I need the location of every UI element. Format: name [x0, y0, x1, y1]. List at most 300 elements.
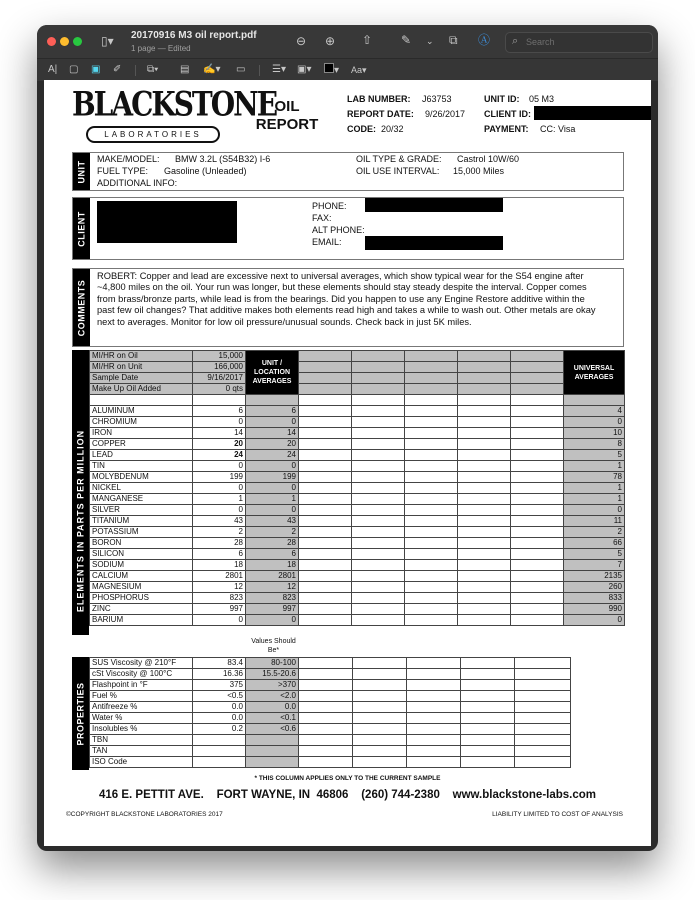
property-row	[90, 702, 571, 713]
history-cell	[405, 560, 458, 571]
make-model-label: MAKE/MODEL:	[97, 154, 160, 164]
element-value: 6	[193, 406, 246, 417]
element-universal-avg: 7	[564, 560, 625, 571]
element-unit-avg: 24	[246, 450, 299, 461]
property-row	[90, 724, 571, 735]
history-cell	[353, 746, 407, 757]
history-cell	[299, 582, 352, 593]
history-cell	[458, 560, 511, 571]
element-name: BARIUM	[90, 615, 193, 626]
document-title: 20170916 M3 oil report.pdf	[131, 30, 257, 41]
element-name: TIN	[90, 461, 193, 472]
element-row	[90, 450, 625, 461]
history-cell	[405, 351, 458, 362]
history-cell	[352, 593, 405, 604]
history-cell	[353, 691, 407, 702]
report-date-value: 9/26/2017	[425, 109, 466, 119]
history-cell	[405, 516, 458, 527]
property-row	[90, 691, 571, 702]
spacer-row	[90, 395, 625, 406]
history-cell	[511, 384, 564, 395]
history-cell	[511, 560, 564, 571]
history-cell	[405, 417, 458, 428]
rect-select-icon[interactable]: ▢	[69, 64, 79, 75]
history-cell	[511, 527, 564, 538]
property-value: 83.4	[193, 658, 246, 669]
sketch-icon[interactable]: ✐	[113, 64, 122, 75]
property-value: <0.5	[193, 691, 246, 702]
property-value: 0.0	[193, 713, 246, 724]
element-row	[90, 593, 625, 604]
history-cell	[299, 691, 353, 702]
history-cell	[352, 472, 405, 483]
border-color-icon[interactable]: ▣▾	[297, 64, 312, 75]
history-cell	[458, 571, 511, 582]
element-unit-avg: 2	[246, 527, 299, 538]
element-value: 28	[193, 538, 246, 549]
history-cell	[299, 494, 352, 505]
property-row	[90, 713, 571, 724]
element-value: 14	[193, 428, 246, 439]
history-cell	[299, 713, 353, 724]
sample-info-row	[90, 373, 625, 384]
history-cell	[407, 702, 461, 713]
properties-table	[89, 657, 571, 768]
history-cell	[299, 549, 352, 560]
history-cell	[352, 428, 405, 439]
property-row	[90, 735, 571, 746]
title-bar	[37, 25, 658, 58]
history-cell	[461, 713, 515, 724]
element-unit-avg: 6	[246, 549, 299, 560]
property-row	[90, 669, 571, 680]
property-name: ISO Code	[90, 757, 193, 768]
history-cell	[407, 735, 461, 746]
history-cell	[511, 373, 564, 384]
element-unit-avg: 0	[246, 461, 299, 472]
history-cell	[352, 505, 405, 516]
element-universal-avg: 0	[564, 615, 625, 626]
font-menu-label: Aa	[351, 65, 363, 75]
element-row	[90, 406, 625, 417]
unit-section	[72, 152, 624, 191]
history-cell	[405, 384, 458, 395]
liability-text: LIABILITY LIMITED TO COST OF ANALYSIS	[492, 811, 623, 818]
shapes-icon[interactable]: ⧉▾	[147, 64, 159, 75]
history-cell	[352, 604, 405, 615]
markup-toolbar	[37, 58, 658, 81]
history-cell	[458, 505, 511, 516]
element-name: SILVER	[90, 505, 193, 516]
report-title-line1: OIL	[274, 98, 300, 115]
history-cell	[511, 549, 564, 560]
history-cell	[299, 406, 352, 417]
history-cell	[458, 450, 511, 461]
property-row	[90, 680, 571, 691]
history-cell	[458, 406, 511, 417]
fax-label: FAX:	[312, 213, 332, 223]
search-field[interactable]	[505, 32, 653, 53]
element-universal-avg: 1	[564, 494, 625, 505]
sample-info-value: 15,000	[193, 351, 246, 362]
close-button[interactable]	[47, 37, 56, 46]
property-value	[193, 757, 246, 768]
comments-text: ROBERT: Copper and lead are excessive next to universal averages, which show typical wear for the S54 engine after ~4,800 miles on the oil. Your run was longer, but these elements should stay steady despite the interval. Copper comes from brass/bronze parts, while lead is from the bearings. Did you happen to use any Engine Restore additive within the past few oil changes? That additive makes both elements read high and takes a while to wash out. Other metals are okay next to averages. Monitor for low oil pressure/unusual sounds. Check back in just 5K miles.	[97, 271, 596, 327]
history-cell	[511, 461, 564, 472]
history-cell	[458, 373, 511, 384]
history-cell	[405, 439, 458, 450]
element-row	[90, 428, 625, 439]
history-cell	[405, 450, 458, 461]
property-should-be: 15.5-20.6	[246, 669, 299, 680]
history-cell	[352, 549, 405, 560]
comments-section-label: COMMENTS	[73, 269, 90, 346]
element-universal-avg: 1	[564, 483, 625, 494]
lab-number-value: J63753	[422, 94, 452, 104]
element-value: 12	[193, 582, 246, 593]
history-cell	[352, 582, 405, 593]
history-cell	[407, 713, 461, 724]
unit-avg-header: UNIT / LOCATION AVERAGES	[246, 351, 299, 395]
sidebar-toggle-icon[interactable]: ▯▾	[101, 34, 114, 48]
sample-info-row	[90, 351, 625, 362]
history-cell	[458, 461, 511, 472]
history-cell	[458, 549, 511, 560]
element-value: 43	[193, 516, 246, 527]
element-name: SILICON	[90, 549, 193, 560]
history-cell	[511, 582, 564, 593]
history-cell	[515, 724, 571, 735]
history-cell	[299, 439, 352, 450]
history-cell	[461, 746, 515, 757]
element-row	[90, 582, 625, 593]
font-menu-button[interactable]: Aa▾	[351, 65, 367, 75]
unit-id-value: 05 M3	[529, 94, 555, 104]
history-cell	[299, 472, 352, 483]
element-unit-avg: 18	[246, 560, 299, 571]
preview-window	[37, 25, 658, 851]
oil-interval-value: 15,000 Miles	[453, 166, 505, 176]
element-name: CHROMIUM	[90, 417, 193, 428]
history-cell	[407, 746, 461, 757]
history-cell	[405, 538, 458, 549]
logo-sub-text: LABORATORIES	[86, 126, 220, 143]
element-unit-avg: 2801	[246, 571, 299, 582]
note-icon[interactable]: ▭	[236, 64, 246, 75]
property-value: 16.36	[193, 669, 246, 680]
history-cell	[511, 505, 564, 516]
element-universal-avg: 0	[564, 417, 625, 428]
search-icon: ⌕	[512, 35, 519, 47]
sample-info-value: 166,000	[193, 362, 246, 373]
element-name: COPPER	[90, 439, 193, 450]
history-cell	[353, 680, 407, 691]
search-placeholder: Search	[526, 37, 555, 47]
element-universal-avg: 0	[564, 505, 625, 516]
history-cell	[299, 571, 352, 582]
property-name: TAN	[90, 746, 193, 757]
element-universal-avg: 11	[564, 516, 625, 527]
property-should-be: <0.1	[246, 713, 299, 724]
history-cell	[511, 351, 564, 362]
minimize-button[interactable]	[60, 37, 69, 46]
alt-phone-label: ALT PHONE:	[312, 225, 365, 235]
history-cell	[407, 680, 461, 691]
history-cell	[299, 538, 352, 549]
element-universal-avg: 2	[564, 527, 625, 538]
make-model-value: BMW 3.2L (S54B32) I-6	[175, 154, 271, 164]
redacted-email	[365, 236, 503, 250]
email-label: EMAIL:	[312, 237, 342, 247]
element-row	[90, 417, 625, 428]
history-cell	[511, 571, 564, 582]
blank-cell	[405, 395, 458, 406]
element-name: POTASSIUM	[90, 527, 193, 538]
history-cell	[352, 384, 405, 395]
property-should-be: <0.6	[246, 724, 299, 735]
history-cell	[458, 439, 511, 450]
pdf-page	[44, 80, 651, 846]
text-box-icon[interactable]: ▤	[180, 64, 190, 75]
logo-main-text: BLACKSTONE	[72, 84, 277, 124]
element-unit-avg: 0	[246, 483, 299, 494]
redacted-client-id	[534, 106, 651, 120]
history-cell	[299, 483, 352, 494]
history-cell	[458, 582, 511, 593]
history-cell	[352, 351, 405, 362]
history-cell	[353, 713, 407, 724]
element-universal-avg: 990	[564, 604, 625, 615]
history-cell	[461, 735, 515, 746]
text-select-icon[interactable]: A|	[48, 64, 58, 75]
zoom-in-icon[interactable]: ⊕	[325, 34, 336, 48]
element-value: 0	[193, 505, 246, 516]
element-value: 24	[193, 450, 246, 461]
rotate-icon[interactable]: ⧉	[449, 33, 458, 47]
history-cell	[299, 702, 353, 713]
history-cell	[407, 691, 461, 702]
history-cell	[299, 417, 352, 428]
sample-info-label: Sample Date	[90, 373, 193, 384]
history-cell	[299, 351, 352, 362]
element-unit-avg: 823	[246, 593, 299, 604]
history-cell	[405, 472, 458, 483]
history-cell	[405, 593, 458, 604]
history-cell	[511, 615, 564, 626]
element-value: 6	[193, 549, 246, 560]
blank-cell	[299, 395, 352, 406]
element-name: MANGANESE	[90, 494, 193, 505]
history-cell	[458, 615, 511, 626]
history-cell	[352, 461, 405, 472]
element-unit-avg: 0	[246, 615, 299, 626]
history-cell	[352, 373, 405, 384]
report-date-label: REPORT DATE:	[347, 109, 414, 119]
history-cell	[515, 746, 571, 757]
history-cell	[405, 428, 458, 439]
history-cell	[461, 669, 515, 680]
element-universal-avg: 2135	[564, 571, 625, 582]
history-cell	[352, 560, 405, 571]
history-cell	[458, 494, 511, 505]
sign-icon[interactable]: ✍▾	[203, 64, 221, 75]
history-cell	[299, 450, 352, 461]
sample-info-value: 0 qts	[193, 384, 246, 395]
history-cell	[511, 417, 564, 428]
share-icon[interactable]: ⇧	[362, 33, 373, 47]
fill-color-icon[interactable]: ▾	[324, 63, 339, 78]
history-cell	[405, 615, 458, 626]
sample-info-label: MI/HR on Unit	[90, 362, 193, 373]
property-should-be: <2.0	[246, 691, 299, 702]
history-cell	[461, 757, 515, 768]
history-cell	[461, 691, 515, 702]
element-row	[90, 549, 625, 560]
element-name: MOLYBDENUM	[90, 472, 193, 483]
blank-cell	[458, 395, 511, 406]
comments-section	[72, 268, 624, 347]
highlight-select-icon[interactable]: ▣	[91, 64, 101, 75]
history-cell	[352, 483, 405, 494]
zoom-out-icon[interactable]: ⊖	[296, 34, 307, 48]
history-cell	[405, 505, 458, 516]
history-cell	[511, 406, 564, 417]
sample-info-row	[90, 384, 625, 395]
phone-label: PHONE:	[312, 201, 347, 211]
element-row	[90, 439, 625, 450]
history-cell	[515, 713, 571, 724]
history-cell	[299, 593, 352, 604]
line-style-icon[interactable]: ☰▾	[272, 64, 286, 75]
report-title	[252, 98, 322, 134]
history-cell	[458, 593, 511, 604]
element-row	[90, 461, 625, 472]
history-cell	[407, 724, 461, 735]
element-value: 2	[193, 527, 246, 538]
history-cell	[352, 516, 405, 527]
unit-id-label: UNIT ID:	[484, 94, 520, 104]
sample-info-label: MI/HR on Oil	[90, 351, 193, 362]
history-cell	[511, 593, 564, 604]
history-cell	[511, 428, 564, 439]
element-name: NICKEL	[90, 483, 193, 494]
property-value	[193, 735, 246, 746]
history-cell	[299, 384, 352, 395]
element-unit-avg: 12	[246, 582, 299, 593]
history-cell	[458, 384, 511, 395]
history-cell	[515, 691, 571, 702]
history-cell	[405, 373, 458, 384]
history-cell	[511, 516, 564, 527]
history-cell	[405, 527, 458, 538]
history-cell	[299, 724, 353, 735]
zoom-button[interactable]	[73, 37, 82, 46]
history-cell	[353, 724, 407, 735]
fuel-type-value: Gasoline (Unleaded)	[164, 166, 247, 176]
element-unit-avg: 0	[246, 505, 299, 516]
history-cell	[461, 658, 515, 669]
property-name: TBN	[90, 735, 193, 746]
history-cell	[405, 461, 458, 472]
history-cell	[511, 439, 564, 450]
history-cell	[299, 615, 352, 626]
redacted-client-name	[97, 201, 237, 243]
element-row	[90, 483, 625, 494]
element-universal-avg: 66	[564, 538, 625, 549]
history-cell	[405, 483, 458, 494]
element-value: 823	[193, 593, 246, 604]
chevron-down-icon[interactable]: ⌄	[426, 36, 434, 46]
element-universal-avg: 78	[564, 472, 625, 483]
element-value: 199	[193, 472, 246, 483]
history-cell	[511, 472, 564, 483]
history-cell	[299, 560, 352, 571]
element-universal-avg: 833	[564, 593, 625, 604]
history-cell	[511, 494, 564, 505]
history-cell	[299, 527, 352, 538]
blank-cell	[246, 395, 299, 406]
element-universal-avg: 4	[564, 406, 625, 417]
property-should-be	[246, 757, 299, 768]
markup-pen-icon[interactable]: ✎	[401, 33, 412, 47]
code-label: CODE:	[347, 124, 376, 134]
history-cell	[515, 680, 571, 691]
history-cell	[352, 439, 405, 450]
history-cell	[458, 538, 511, 549]
sample-info-value: 9/16/2017	[193, 373, 246, 384]
annotate-icon[interactable]: Ⓐ	[478, 33, 491, 47]
element-row	[90, 560, 625, 571]
history-cell	[352, 450, 405, 461]
element-universal-avg: 8	[564, 439, 625, 450]
history-cell	[511, 604, 564, 615]
element-row	[90, 538, 625, 549]
report-title-line2: REPORT	[255, 116, 319, 133]
divider	[135, 65, 136, 76]
client-id-label: CLIENT ID:	[484, 109, 531, 119]
element-name: ALUMINUM	[90, 406, 193, 417]
property-value: 375	[193, 680, 246, 691]
history-cell	[299, 746, 353, 757]
history-cell	[405, 571, 458, 582]
element-name: SODIUM	[90, 560, 193, 571]
property-name: Flashpoint in °F	[90, 680, 193, 691]
element-row	[90, 604, 625, 615]
history-cell	[352, 571, 405, 582]
history-cell	[352, 615, 405, 626]
property-name: Insolubles %	[90, 724, 193, 735]
element-name: LEAD	[90, 450, 193, 461]
history-cell	[299, 658, 353, 669]
element-unit-avg: 28	[246, 538, 299, 549]
history-cell	[352, 494, 405, 505]
client-section-label: CLIENT	[73, 198, 90, 259]
element-value: 18	[193, 560, 246, 571]
property-value: 0.2	[193, 724, 246, 735]
history-cell	[353, 735, 407, 746]
history-cell	[299, 505, 352, 516]
element-row	[90, 516, 625, 527]
element-name: TITANIUM	[90, 516, 193, 527]
universal-avg-header: UNIVERSAL AVERAGES	[564, 351, 625, 395]
values-should-be-header: Values Should Be*	[251, 638, 296, 654]
divider	[259, 65, 260, 76]
property-value	[193, 746, 246, 757]
property-value: 0.0	[193, 702, 246, 713]
element-value: 1	[193, 494, 246, 505]
property-should-be: 80-100	[246, 658, 299, 669]
element-universal-avg: 5	[564, 549, 625, 560]
